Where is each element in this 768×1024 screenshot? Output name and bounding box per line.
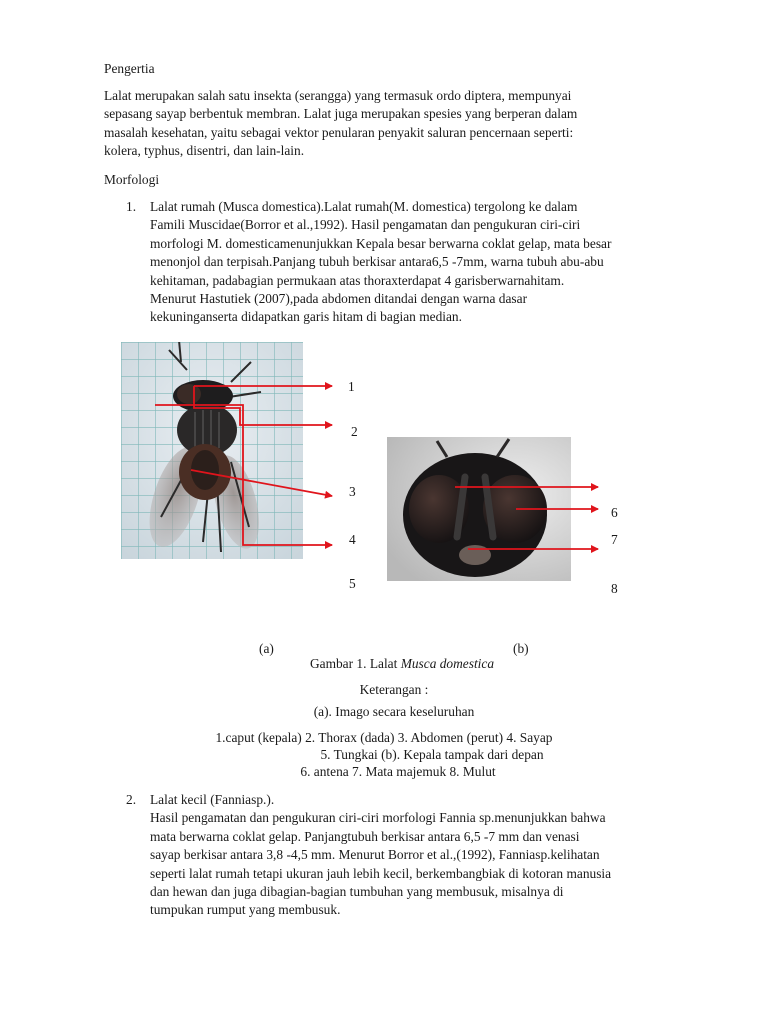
item2-line: mata berwarna coklat gelap. Panjangtubuh berkisar antara 6,5 -7 mm dan venasi (150, 828, 580, 844)
intro-line: kolera, typhus, disentri, dan lain-lain. (104, 143, 305, 159)
item1-line: Famili Muscidae(Borror et al.,1992). Hasil pengamatan dan pengukuran ciri-ciri (150, 217, 581, 233)
figure-label: 5 (349, 576, 356, 591)
fly-head-photo (387, 437, 571, 581)
legend-line: 1.caput (kepala) 2. Thorax (dada) 3. Abdomen (perut) 4. Sayap (215, 730, 553, 745)
item1-number: 1. (126, 199, 137, 214)
figure-label: 4 (349, 532, 356, 547)
subfigure-label-a: (a) (259, 641, 274, 656)
figure-label: 6 (611, 505, 618, 520)
caption-species: Musca domestica (400, 656, 495, 671)
heading-morfologi: Morfologi (104, 172, 160, 187)
item1-line: morfologi M. domesticamenunjukkan Kepala besar berwarna coklat gelap, mata besar (150, 235, 612, 251)
legend-line: 5. Tungkai (b). Kepala tampak dari depan (320, 747, 544, 762)
figure-label: 1 (348, 379, 355, 394)
figure-label: 3 (349, 484, 356, 499)
item2-number: 2. (126, 792, 137, 807)
intro-line: masalah kesehatan, yaitu sebagai vektor penularan penyakit saluran pencernaan seperti: (104, 124, 574, 140)
item2-line: Lalat kecil (Fanniasp.). (150, 792, 275, 807)
legend-a: (a). Imago secara keseluruhan (313, 704, 475, 719)
heading-pengertian: Pengertia (104, 61, 155, 76)
subfigure-label-b: (b) (513, 641, 529, 656)
item2-line: seperti lalat rumah tetapi ukuran jauh lebih kecil, berkembangbiak di kotoran manusia (150, 865, 612, 881)
figure-label: 8 (611, 581, 618, 596)
item1-line: kekuninganserta didapatkan garis hitam di bagian median. (150, 309, 462, 325)
item1-line: kehitaman, padabagian permukaan atas thoraxterdapat 4 garisberwarnahitam. (150, 272, 565, 288)
item1-line: Lalat rumah (Musca domestica).Lalat rumah(M. domestica) tergolong ke dalam (150, 199, 578, 214)
intro-paragraph (104, 87, 577, 161)
legend-line: 6. antena 7. Mata majemuk 8. Mulut (300, 764, 496, 779)
item2-line: sayap berkisar antara 3,8 -4,5 mm. Menurut Borror et al.,(1992), Fanniasp.kelihatan (150, 847, 600, 863)
item2-line: tumpukan rumput yang membusuk. (150, 902, 341, 918)
figure-label: 2 (351, 424, 358, 439)
item2-line: dan hewan dan juga dibagian-bagian tumbuhan yang membusuk, misalnya di (150, 884, 564, 900)
item1-line: Menurut Hastutiek (2007),pada abdomen ditandai dengan warna dasar (150, 291, 528, 307)
intro-line: sepasang sayap berbentuk membran. Lalat juga merupakan spesies yang berperan dalam (104, 106, 578, 122)
caption-prefix: Gambar 1. Lalat (309, 656, 401, 671)
intro-line: Lalat merupakan salah satu insekta (serangga) yang termasuk ordo diptera, mempunyai (104, 88, 572, 103)
fly-whole-photo (121, 342, 303, 559)
item2-paragraph (150, 791, 611, 920)
item1-paragraph (150, 198, 611, 327)
item1-line: menonjol dan terpisah.Panjang tubuh berkisar antara6,5 -7mm, warna tubuh abu-abu (150, 254, 604, 270)
figure-label: 7 (611, 532, 618, 547)
item2-line: Hasil pengamatan dan pengukuran ciri-ciri morfologi Fannia sp.menunjukkan bahwa (150, 810, 606, 826)
legend-title: Keterangan : (359, 682, 429, 697)
figure-caption (18, 655, 768, 673)
